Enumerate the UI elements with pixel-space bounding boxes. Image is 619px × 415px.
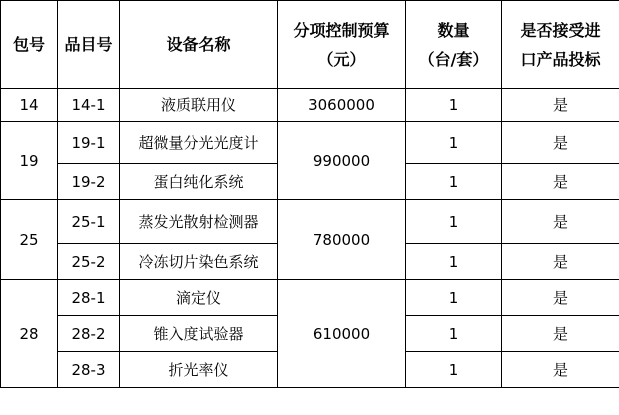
table-row [1,280,619,316]
device-cell: 超微量分光光度计 [120,122,278,164]
import-cell: 是 [502,200,619,244]
header-budget [278,1,406,89]
header-package: 包号 [1,1,58,89]
device-cell: 液质联用仪 [120,89,278,122]
header-item: 品目号 [58,1,120,89]
quantity-cell: 1 [406,352,502,388]
device-cell: 折光率仪 [120,352,278,388]
package-cell: 28 [1,280,58,388]
budget-cell: 610000 [278,280,406,388]
item-cell: 28-2 [58,316,120,352]
item-cell: 14-1 [58,89,120,122]
quantity-cell: 1 [406,316,502,352]
header-row [1,1,619,89]
quantity-cell: 1 [406,89,502,122]
device-cell: 冷冻切片染色系统 [120,244,278,280]
item-cell: 28-1 [58,280,120,316]
header-import-accepted [502,1,619,89]
quantity-cell: 1 [406,244,502,280]
item-cell: 19-1 [58,122,120,164]
import-cell: 是 [502,352,619,388]
device-cell: 蛋白纯化系统 [120,164,278,200]
header-quantity-line1: 数量 [437,20,470,40]
header-quantity-line2: （台/套） [418,49,489,69]
header-import-line1: 是否接受进 [520,20,601,40]
device-cell: 蒸发光散射检测器 [120,200,278,244]
package-cell: 25 [1,200,58,280]
device-cell: 锥入度试验器 [120,316,278,352]
quantity-cell: 1 [406,280,502,316]
item-cell: 25-1 [58,200,120,244]
budget-cell: 780000 [278,200,406,280]
package-cell: 14 [1,89,58,122]
header-device-name: 设备名称 [120,1,278,89]
header-quantity [406,1,502,89]
import-cell: 是 [502,122,619,164]
table-row [1,122,619,164]
package-cell: 19 [1,122,58,200]
item-cell: 28-3 [58,352,120,388]
import-cell: 是 [502,280,619,316]
import-cell: 是 [502,164,619,200]
item-cell: 25-2 [58,244,120,280]
item-cell: 19-2 [58,164,120,200]
header-budget-line1: 分项控制预算 [293,20,390,40]
budget-cell: 990000 [278,122,406,200]
import-cell: 是 [502,316,619,352]
device-cell: 滴定仪 [120,280,278,316]
quantity-cell: 1 [406,164,502,200]
quantity-cell: 1 [406,200,502,244]
budget-cell: 3060000 [278,89,406,122]
import-cell: 是 [502,244,619,280]
header-import-line2: 口产品投标 [520,49,601,69]
import-cell: 是 [502,89,619,122]
header-budget-line2: （元） [317,49,366,69]
table-row [1,89,619,122]
quantity-cell: 1 [406,122,502,164]
table-row [1,200,619,244]
